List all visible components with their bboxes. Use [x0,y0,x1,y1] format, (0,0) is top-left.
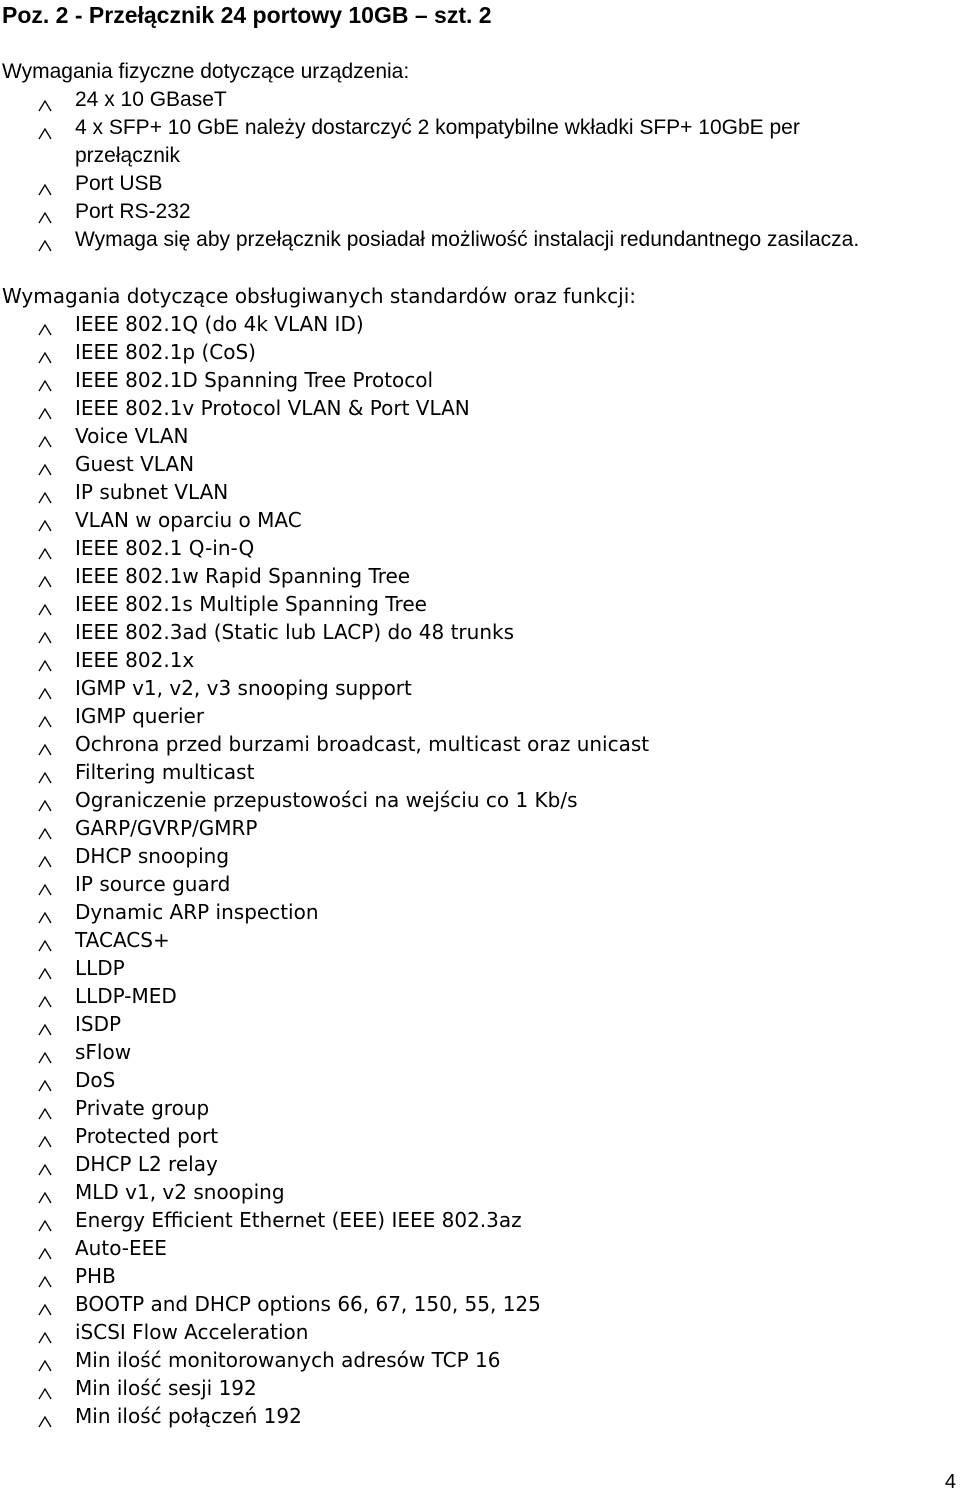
list-item-text: sFlow [75,1040,132,1064]
list-bullet-icon [38,710,52,722]
list-item-text: IGMP v1, v2, v3 snooping support [75,676,412,700]
list-bullet-icon [38,318,52,330]
list-item-text: 4 x SFP+ 10 GbE należy dostarczyć 2 kompatybilne wkładki SFP+ 10GbE per [75,116,800,139]
list-bullet-icon [38,934,52,946]
list-item-text: IP source guard [75,872,231,896]
list-item-text: Port USB [75,172,163,195]
list-item-text: IEEE 802.3ad (Static lub LACP) do 48 trunks [75,620,514,644]
list-item-text: Ochrona przed burzami broadcast, multicast oraz unicast [75,732,650,756]
list-bullet-icon [38,962,52,974]
list-bullet-icon [38,1102,52,1114]
list-bullet-icon [38,1270,52,1282]
list-bullet-icon [38,822,52,834]
list-bullet-icon [38,206,52,218]
list-item-text: Energy Efficient Ethernet (EEE) IEEE 802.3az [75,1208,522,1232]
list-bullet-icon [38,598,52,610]
list-item-text: ISDP [75,1012,122,1036]
list-bullet-icon [38,990,52,1002]
list-bullet-icon [38,1354,52,1366]
list-item-text: Auto-EEE [75,1236,167,1260]
list-bullet-icon [38,430,52,442]
list-bullet-icon [38,906,52,918]
physical-requirements-heading: Wymagania fizyczne dotyczące urządzenia: [2,60,410,83]
list-item-text: IEEE 802.1s Multiple Spanning Tree [75,592,427,616]
list-bullet-icon [38,626,52,638]
list-item-text: DHCP L2 relay [75,1152,218,1176]
list-item-text: LLDP-MED [75,984,177,1008]
list-bullet-icon [38,542,52,554]
list-item-text: IEEE 802.1w Rapid Spanning Tree [75,564,411,588]
list-item-text: przełącznik [75,144,181,167]
list-item-text: Filtering multicast [75,760,255,784]
list-item-text: Guest VLAN [75,452,195,476]
list-bullet-icon [38,794,52,806]
list-bullet-icon [38,122,52,134]
list-item-text: GARP/GVRP/GMRP [75,816,258,840]
list-bullet-icon [38,178,52,190]
list-bullet-icon [38,1382,52,1394]
list-item-text: LLDP [75,956,125,980]
list-item-text: IEEE 802.1D Spanning Tree Protocol [75,368,434,392]
list-bullet-icon [38,682,52,694]
list-item-text: MLD v1, v2 snooping [75,1180,285,1204]
list-bullet-icon [38,402,52,414]
list-item-text: PHB [75,1264,116,1288]
list-item-text: Min ilość monitorowanych adresów TCP 16 [75,1348,501,1372]
list-bullet-icon [38,486,52,498]
list-bullet-icon [38,878,52,890]
list-item-text: Protected port [75,1124,219,1148]
page-title: Poz. 2 - Przełącznik 24 portowy 10GB – szt. 2 [2,2,492,28]
list-item-text: IEEE 802.1Q (do 4k VLAN ID) [75,312,364,336]
list-bullet-icon [38,94,52,106]
list-item-text: iSCSI Flow Acceleration [75,1320,309,1344]
list-item-text: IGMP querier [75,704,205,728]
list-item-text: Voice VLAN [75,424,189,448]
list-item-text: Ograniczenie przepustowości na wejściu co 1 Kb/s [75,788,578,812]
list-bullet-icon [38,766,52,778]
list-bullet-icon [38,850,52,862]
list-item-text: VLAN w oparciu o MAC [75,508,302,532]
list-bullet-icon [38,514,52,526]
page-number: 4 [944,1471,956,1493]
list-item-text: Dynamic ARP inspection [75,900,319,924]
list-bullet-icon [38,1298,52,1310]
list-bullet-icon [38,1326,52,1338]
list-bullet-icon [38,1074,52,1086]
list-item-text: Wymaga się aby przełącznik posiadał możliwość instalacji redundantnego zasilacza. [75,228,860,251]
list-item-text: Min ilość połączeń 192 [75,1404,302,1428]
list-item-text: DHCP snooping [75,844,230,868]
list-item-text: IEEE 802.1 Q-in-Q [75,536,255,560]
list-item-text: TACACS+ [75,928,170,952]
list-item-text: Port RS-232 [75,200,191,223]
list-item-text: 24 x 10 GBaseT [75,88,227,111]
list-item-text: IP subnet VLAN [75,480,229,504]
list-item-text: IEEE 802.1p (CoS) [75,340,256,364]
list-item-text: BOOTP and DHCP options 66, 67, 150, 55, 125 [75,1292,541,1316]
standards-requirements-heading: Wymagania dotyczące obsługiwanych standardów oraz funkcji: [2,284,636,308]
list-bullet-icon [38,1214,52,1226]
list-bullet-icon [38,458,52,470]
list-bullet-icon [38,738,52,750]
list-item-text: Private group [75,1096,210,1120]
list-item-text: IEEE 802.1v Protocol VLAN & Port VLAN [75,396,470,420]
list-bullet-icon [38,346,52,358]
list-bullet-icon [38,1046,52,1058]
list-bullet-icon [38,1018,52,1030]
list-bullet-icon [38,570,52,582]
list-bullet-icon [38,1242,52,1254]
list-bullet-icon [38,1410,52,1422]
list-bullet-icon [38,1158,52,1170]
list-bullet-icon [38,1130,52,1142]
list-bullet-icon [38,234,52,246]
list-bullet-icon [38,654,52,666]
list-bullet-icon [38,374,52,386]
list-item-text: DoS [75,1068,116,1092]
list-bullet-icon [38,1186,52,1198]
list-item-text: IEEE 802.1x [75,648,195,672]
list-item-text: Min ilość sesji 192 [75,1376,257,1400]
